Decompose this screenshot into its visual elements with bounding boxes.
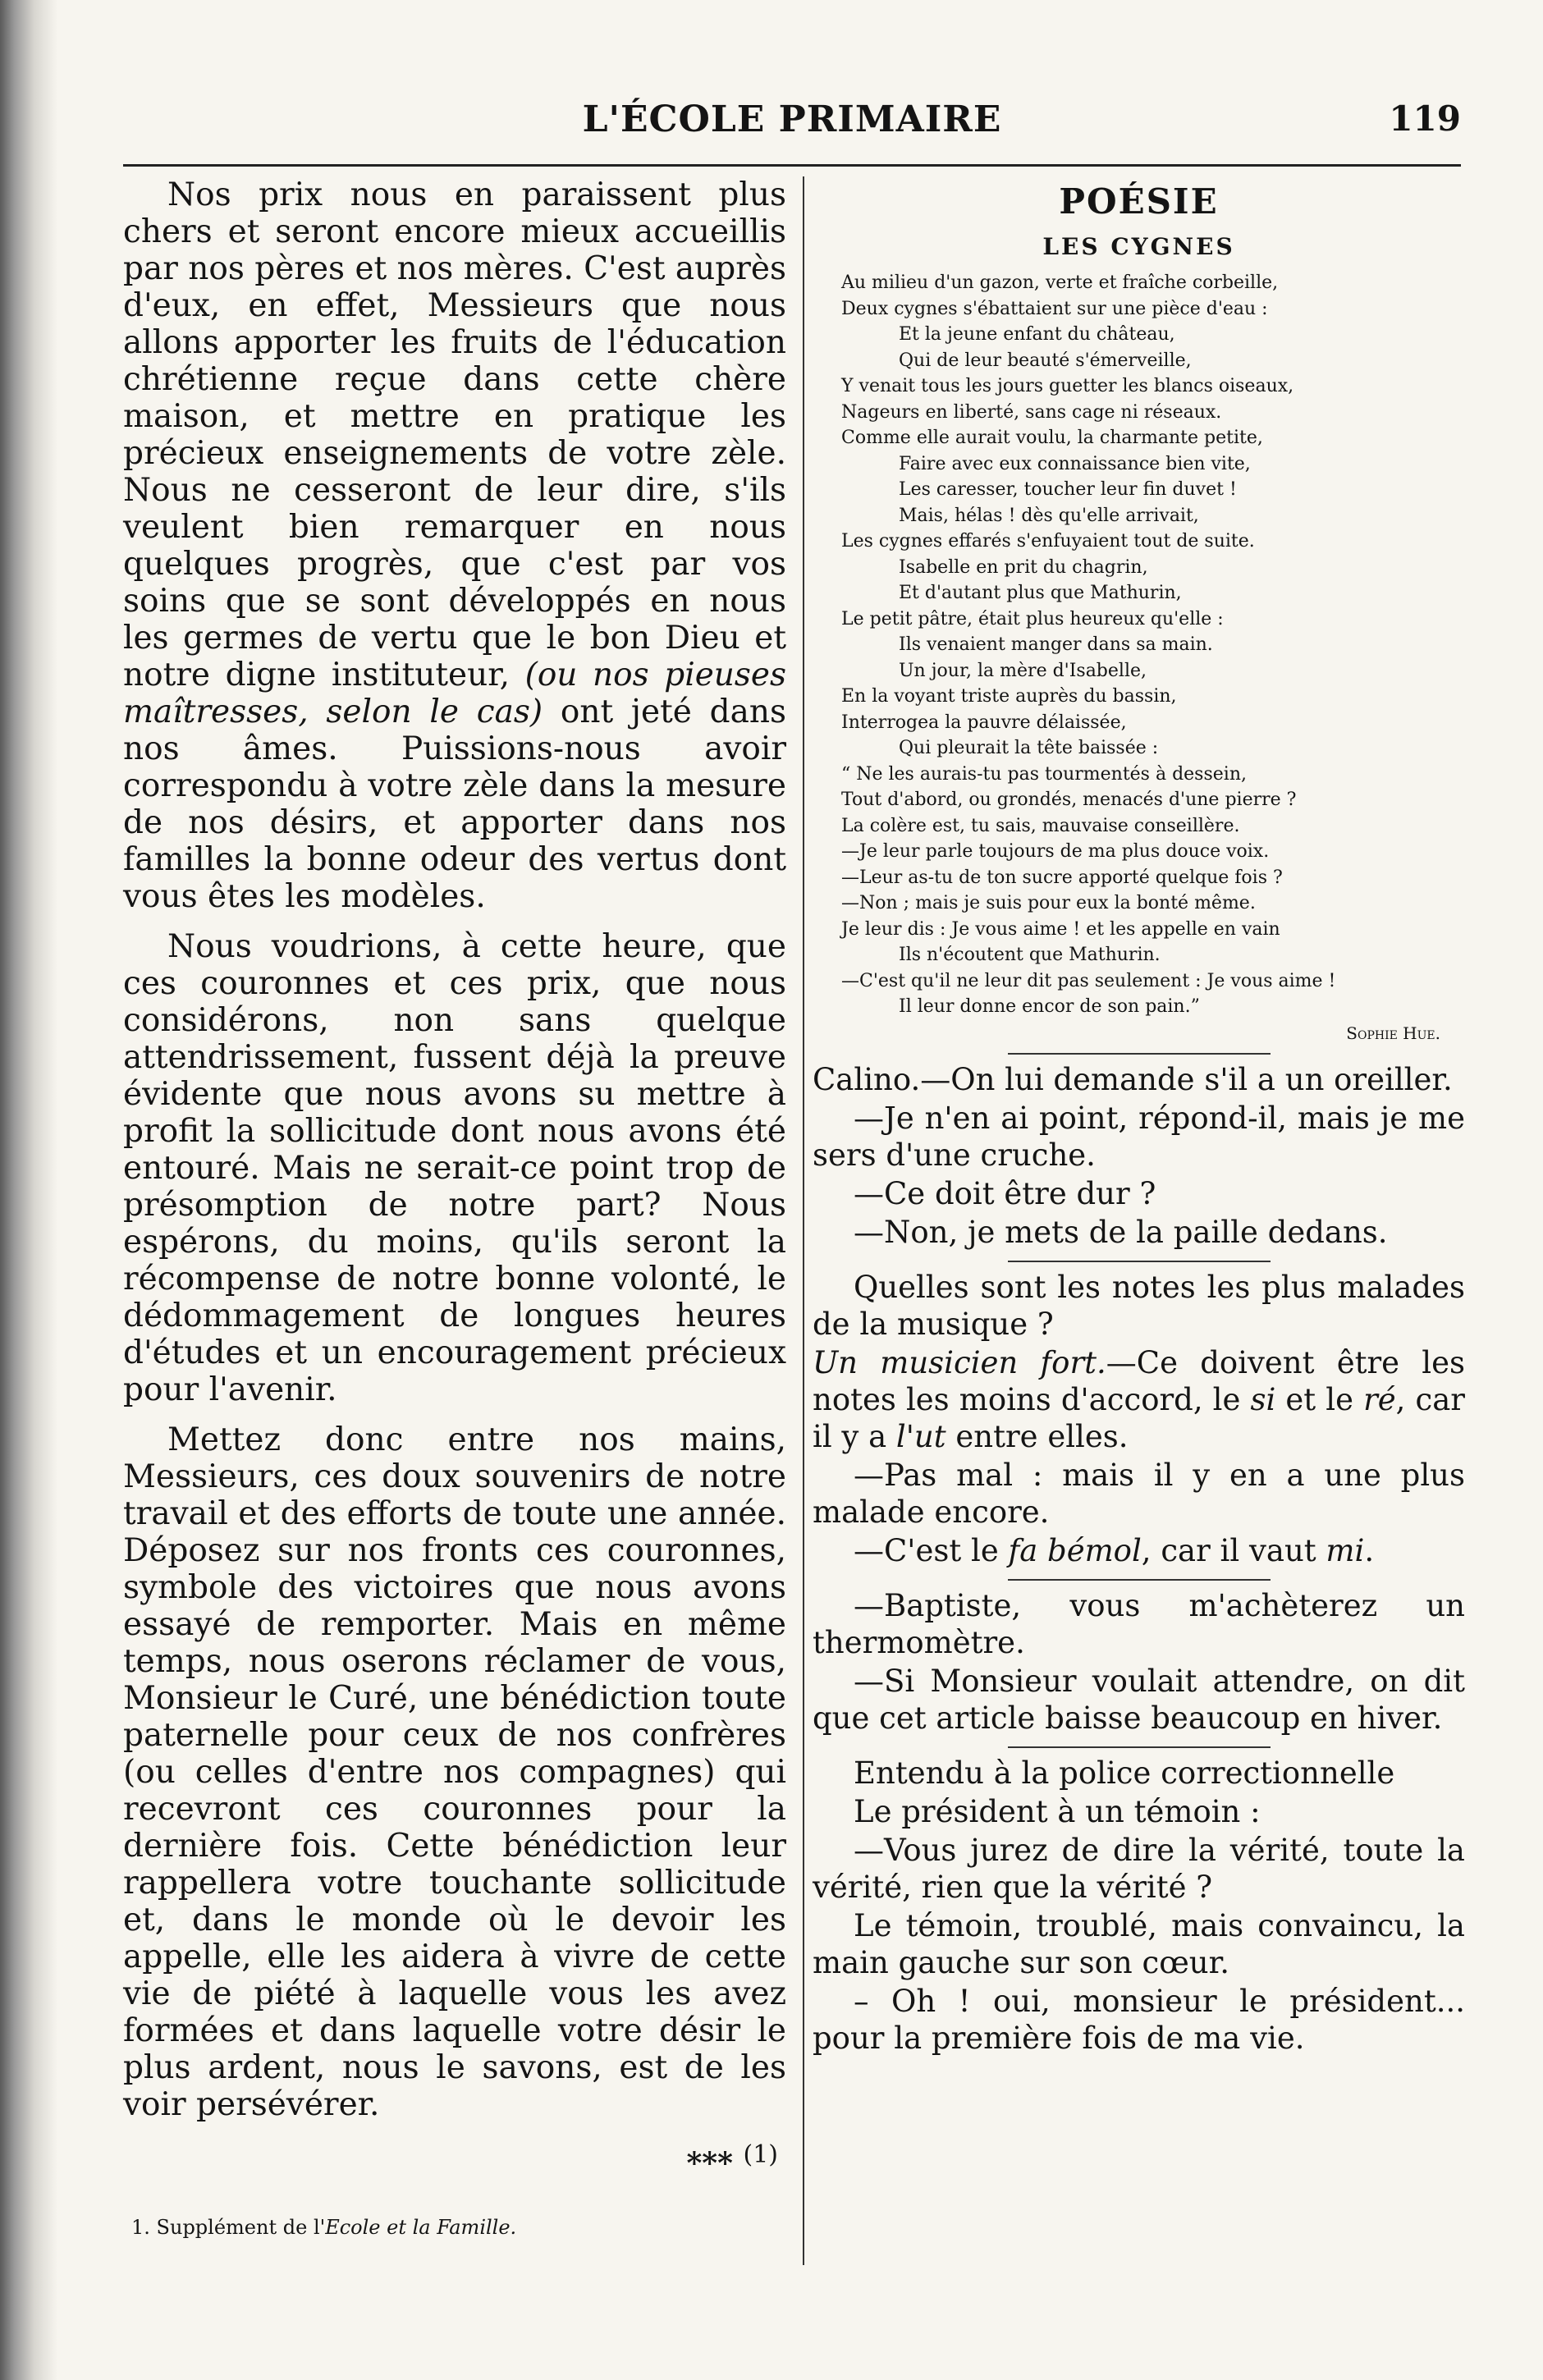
signature-stars: *** $^{(1)}$ <box>686 2140 778 2181</box>
poem-line: Au milieu d'un gazon, verte et fraîche corbeille, <box>841 272 1279 293</box>
running-title: L'ÉCOLE PRIMAIRE <box>582 98 1002 140</box>
poem-line: Deux cygnes s'ébattaient sur une pièce d'eau : <box>841 298 1268 319</box>
anecdote-line: —Baptiste, vous m'achèterez un thermomètre. <box>813 1587 1465 1660</box>
poem-line: Il leur donne encor de son pain.” <box>899 996 1200 1017</box>
poem-line: Comme elle aurait voulu, la charmante petite, <box>841 428 1263 448</box>
anecdote-musique <box>813 1269 1465 1569</box>
poem-line: La colère est, tu sais, mauvaise conseillère. <box>841 815 1240 836</box>
footnote: 1. Supplément de l'Ecole et la Famille. <box>131 2216 517 2239</box>
poem-line: Le petit pâtre, était plus heureux qu'elle : <box>841 608 1224 629</box>
anecdote-line: —Non, je mets de la paille dedans. <box>854 1214 1388 1250</box>
anecdote-line: —Si Monsieur voulait attendre, on dit que cet article baisse beaucoup en hiver. <box>813 1663 1465 1736</box>
poem-line: —Leur as-tu de ton sucre apporté quelque fois ? <box>841 867 1283 888</box>
poem-line: Interrogea la pauvre délaissée, <box>841 712 1127 733</box>
page-header <box>123 98 1461 156</box>
poem-line: Tout d'abord, ou grondés, menacés d'une pierre ? <box>841 790 1297 810</box>
anecdote-line: —C'est le fa bémol, car il vaut mi. <box>854 1532 1375 1568</box>
left-paragraph-2: Nous voudrions, à cette heure, que ces couronnes et ces prix, que nous considérons, non sans quelque attendrissement, fussent déjà la preuve évidente que nous avons su mettre à profit la sollicitude dont nous avons été entouré. Mais ne serait-ce point trop de présomption de notre part? Nous espérons, du moins, qu'ils seront la récompense de notre bonne volonté, le dédommagement de longues heures d'études et un encouragement précieux pour l'avenir. <box>123 928 786 1408</box>
anecdote-line: —Je n'en ai point, répond-il, mais je me sers d'une cruche. <box>813 1100 1465 1173</box>
anecdote-line: Quelles sont les notes les plus malades de la musique ? <box>813 1269 1465 1342</box>
separator-rule <box>1008 1579 1271 1581</box>
anecdote-line: —Vous jurez de dire la vérité, toute la vérité, rien que la vérité ? <box>813 1832 1465 1905</box>
anecdote-line: Le président à un témoin : <box>854 1793 1261 1829</box>
footnote-ref: (1) <box>743 2140 778 2169</box>
italic-aside: (ou nos pieuses maîtresses, selon le cas) <box>123 657 786 730</box>
anecdote-police <box>813 1755 1465 2057</box>
left-column <box>123 176 786 2182</box>
poem-line: En la voyant triste auprès du bassin, <box>841 686 1177 707</box>
column-divider <box>803 176 804 2265</box>
anecdote-calino <box>813 1061 1465 1251</box>
poem-line: Qui de leur beauté s'émerveille, <box>899 350 1192 371</box>
poem-line: —Non ; mais je suis pour eux la bonté même. <box>841 893 1256 913</box>
poem-line: Et la jeune enfant du château, <box>899 324 1175 345</box>
page-number: 119 <box>1389 98 1461 139</box>
poem-body <box>813 270 1465 1020</box>
right-column <box>813 176 1465 2058</box>
poem-line: “ Ne les aurais-tu pas tourmentés à dessein, <box>841 763 1247 785</box>
anecdote-line: Le témoin, troublé, mais convaincu, la main gauche sur son cœur. <box>813 1907 1465 1980</box>
poem-line: Les cygnes effarés s'enfuyaient tout de suite. <box>841 531 1255 552</box>
poem-line: —Je leur parle toujours de ma plus douce voix. <box>841 841 1270 862</box>
poem-line: Faire avec eux connaissance bien vite, <box>899 453 1251 474</box>
left-paragraph-1: Nos prix nous en paraissent plus chers et seront encore mieux accueillis par nos pères et nos mères. C'est auprès d'eux, en effet, Messieurs que nous allons apporter les fruits de l'éducation chrétienne reçue dans cette chère maison, et mettre en pratique les précieux enseignements de votre zèle. Nous ne cesseront de leur dire, s'ils veulent bien remarquer en nous quelques progrès, que c'est par vos soins que se sont développés en nous les germes de vertu que le bon Dieu et notre digne instituteur, (ou nos pieuses maîtresses, selon le cas) ont jeté dans nos âmes. Puissions-nous avoir correspondu à votre zèle dans la mesure de nos désirs, et apporter dans nos familles la bonne odeur des vertus dont vous êtes les modèles. <box>123 176 787 915</box>
separator-rule <box>1008 1746 1271 1748</box>
poem-line: Isabelle en prit du chagrin, <box>899 556 1148 578</box>
poem-line: Qui pleurait la tête baissée : <box>899 738 1159 758</box>
poem-line: Y venait tous les jours guetter les blancs oiseaux, <box>841 376 1294 396</box>
poem-line: Nageurs en liberté, sans cage ni réseaux. <box>841 401 1222 423</box>
header-rule <box>123 164 1461 167</box>
poem-line: Mais, hélas ! dès qu'elle arrivait, <box>899 505 1199 526</box>
poem-line: Ils venaient manger dans sa main. <box>899 634 1213 655</box>
section-title: POÉSIE <box>1059 181 1219 222</box>
separator-rule <box>1008 1053 1271 1055</box>
anecdote-line: —Ce doit être dur ? <box>854 1175 1156 1211</box>
separator-rule <box>1008 1261 1271 1262</box>
anecdote-baptiste <box>813 1587 1465 1737</box>
poem-line: Un jour, la mère d'Isabelle, <box>899 660 1147 681</box>
left-paragraph-3: Mettez donc entre nos mains, Messieurs, ces doux souvenirs de notre travail et des efforts de toute une année. Déposez sur nos fronts ces couronnes, symbole des victoires que nous avons essayé de remporter. Mais en même temps, nous oserons réclamer de vous, Monsieur le Curé, une bénédiction toute paternelle pour ceux de nos confrères (ou celles d'entre nos compagnes) qui recevront ces couronnes pour la dernière fois. Cette bénédiction leur rappellera votre touchante sollicitude et, dans le monde où le devoir les appelle, elle les aidera à vivre de cette vie de piété à laquelle vous les avez formées et dans laquelle votre désir le plus ardent, nous le savons, est de les voir persévérer. <box>123 1421 786 2123</box>
poem-author: Sophie Hue. <box>1346 1023 1440 1043</box>
poem-line: Et d'autant plus que Mathurin, <box>899 583 1182 603</box>
poem-line: —C'est qu'il ne leur dit pas seulement : Je vous aime ! <box>841 970 1336 991</box>
poem-line: Les caresser, toucher leur fin duvet ! <box>899 479 1237 500</box>
anecdote-line: – Oh ! oui, monsieur le président... pour la première fois de ma vie. <box>813 1983 1465 2056</box>
poem-line: Ils n'écoutent que Mathurin. <box>899 945 1161 965</box>
anecdote-line: —Pas mal : mais il y en a une plus malade encore. <box>813 1457 1465 1530</box>
scan-page-edge <box>0 0 57 2380</box>
anecdote-line: Calino.—On lui demande s'il a un oreiller. <box>813 1061 1453 1097</box>
anecdote-line: Un musicien fort.—Ce doivent être les notes les moins d'accord, le si et le ré, car il y a l'ut entre elles. <box>813 1344 1465 1454</box>
poem-title: LES CYGNES <box>1042 233 1235 260</box>
poem-line: Je leur dis : Je vous aime ! et les appelle en vain <box>841 918 1280 940</box>
anecdote-line: Entendu à la police correctionnelle <box>854 1755 1395 1791</box>
